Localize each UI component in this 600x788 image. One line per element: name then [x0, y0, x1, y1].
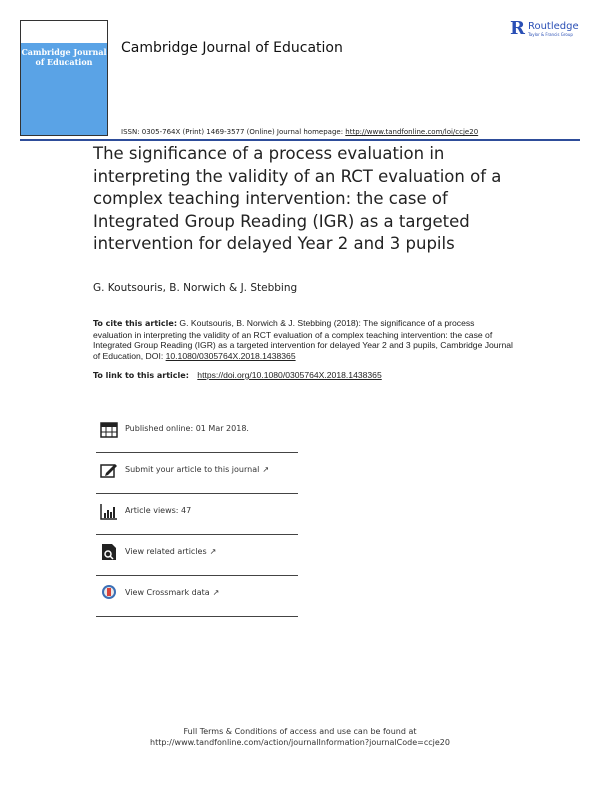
routledge-r-icon: R — [510, 18, 525, 39]
journal-cover-image — [20, 20, 108, 136]
cover-title: Cambridge Journal of Education — [21, 47, 107, 67]
article-title: The significance of a process evaluation in interpreting the validity of an RCT evaluation of a complex teaching intervention: the case of Integrated Group Reading (IGR) as a targeted intervention for delayed Year 2 and 3 pupils — [93, 144, 502, 253]
published-online-text: Published online: 01 Mar 2018. — [125, 424, 249, 433]
issn-text: ISSN: 0305-764X (Print) 1469-3577 (Online) Journal homepage: — [121, 128, 344, 136]
external-link-icon: ↗ — [209, 547, 217, 556]
external-link-icon: ↗ — [262, 465, 270, 474]
cite-label: To cite this article: — [93, 319, 178, 328]
routledge-logo — [510, 18, 579, 39]
logo-tagline: Taylor & Francis Group — [527, 31, 573, 37]
article-doi-url[interactable]: https://doi.org/10.1080/0305764X.2018.1438365 — [197, 370, 382, 380]
submit-article-link[interactable]: Submit your article to this journal — [125, 465, 260, 474]
journal-homepage-link[interactable]: http://www.tandfonline.com/loi/ccje20 — [345, 128, 479, 136]
logo-text: Routledge — [527, 20, 579, 32]
edit-icon — [100, 461, 118, 479]
external-link-icon: ↗ — [212, 588, 220, 597]
article-views-text: Article views: 47 — [125, 506, 192, 515]
footer-terms-text: Full Terms & Conditions of access and use can be found at — [183, 727, 417, 736]
issn-line — [121, 128, 478, 136]
submit-article-row[interactable] — [96, 453, 298, 494]
article-views-row — [96, 494, 298, 535]
doi-link[interactable]: 10.1080/0305764X.2018.1438365 — [165, 350, 296, 361]
link-label: To link to this article: — [93, 371, 189, 380]
crossmark-row[interactable] — [96, 576, 298, 617]
header-divider — [20, 139, 580, 141]
published-online-row — [96, 412, 298, 453]
related-articles-row[interactable] — [96, 535, 298, 576]
cite-text: G. Koutsouris, B. Norwich & J. Stebbing (2018): The significance of a process evaluation in interpreting the validity of an RCT evaluation of a complex teaching intervention: the case of Integrated Group Reading (IGR) as a targeted intervention for delayed Year 2 and 3 pupils, Cambridge Journal of Education, DOI: — [93, 318, 513, 361]
footer — [0, 726, 600, 748]
search-document-icon — [100, 543, 118, 561]
bar-chart-icon — [100, 502, 118, 520]
crossmark-link[interactable]: View Crossmark data — [125, 588, 210, 597]
article-authors: G. Koutsouris, B. Norwich & J. Stebbing — [93, 282, 298, 294]
calendar-icon — [100, 420, 118, 438]
related-articles-link[interactable]: View related articles — [125, 547, 207, 556]
article-link-line — [93, 370, 382, 380]
citation-block — [93, 318, 513, 361]
crossmark-icon — [100, 584, 118, 602]
footer-terms-link[interactable]: http://www.tandfonline.com/action/journalInformation?journalCode=ccje20 — [150, 738, 450, 747]
journal-title: Cambridge Journal of Education — [121, 40, 343, 56]
